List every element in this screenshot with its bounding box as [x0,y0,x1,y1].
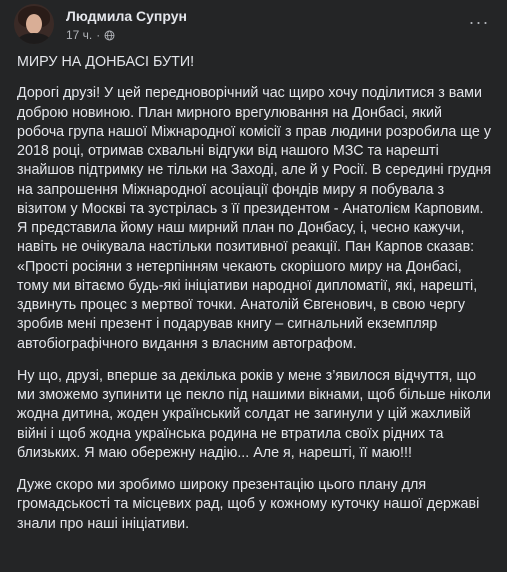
post-paragraph-3: Дуже скоро ми зробимо широку презентацію цього плану для громадськості та місцевих рад, щоб у кожному куточку нашої державі знали про наші ініціативи. [17,477,480,532]
meta-separator: · [96,28,101,42]
more-horizontal-icon: ··· [468,11,490,32]
post-text [17,53,493,547]
post-meta [66,28,115,42]
post-header [14,4,494,48]
author-avatar[interactable] [14,4,54,44]
avatar-face [26,14,42,34]
more-options-button[interactable] [464,10,494,34]
avatar-shoulders [17,33,51,44]
globe-icon[interactable] [104,30,115,41]
post-paragraph-1: Дорогі друзі! У цей передноворічний час щиро хочу поділитися з вами доброю новиною. План мирного врегулювання на Донбасі, який робоча група нашої Міжнародної комісії з прав людини розробила ще у 2018 році, отримав схвальні відгуки від нашого МЗС та нарешті знайшов підтримку не тільки на Заході, але й у Росії. В середині грудня на запрошення Міжнародної асоціації фондів миру я побувала з візитом у Москві та зустрілась з її президентом - Анатолієм Карповим. Я представила йому наш мирний план по Донбасу, і, чесно кажучи, навіть не очікувала настільки позитивної реакції. Пан Карпов сказав: «Прості росіяни з нетерпінням чекають скорішого миру на Донбасі, тому ми вітаємо будь-які ініціативи народної дипломатії, які, нарешті, здвинуть процес з мертвої точки. Анатолій Євгенович, в свою чергу зробив мені презент і подарував книгу – сигнальний екземпляр автобіографічного видання з власним автографом. [17,85,492,352]
post-time[interactable]: 17 ч. [66,28,93,42]
post-paragraph-2: Ну що, друзі, вперше за декілька років у мене з’явилося відчуття, що ми зможемо зупинити це пекло під нашими вікнами, щоб більше ніколи жодна дитина, жоден український солдат не загинули у цій жахливій війні і щоб жодна українська родина не втратила своїх рідних та близьких. Я маю обережну надію... Але я, нарешті, її маю!!! [17,367,492,461]
author-name[interactable]: Людмила Супрун [66,8,187,24]
post-title: МИРУ НА ДОНБАСІ БУТИ! [17,54,195,70]
